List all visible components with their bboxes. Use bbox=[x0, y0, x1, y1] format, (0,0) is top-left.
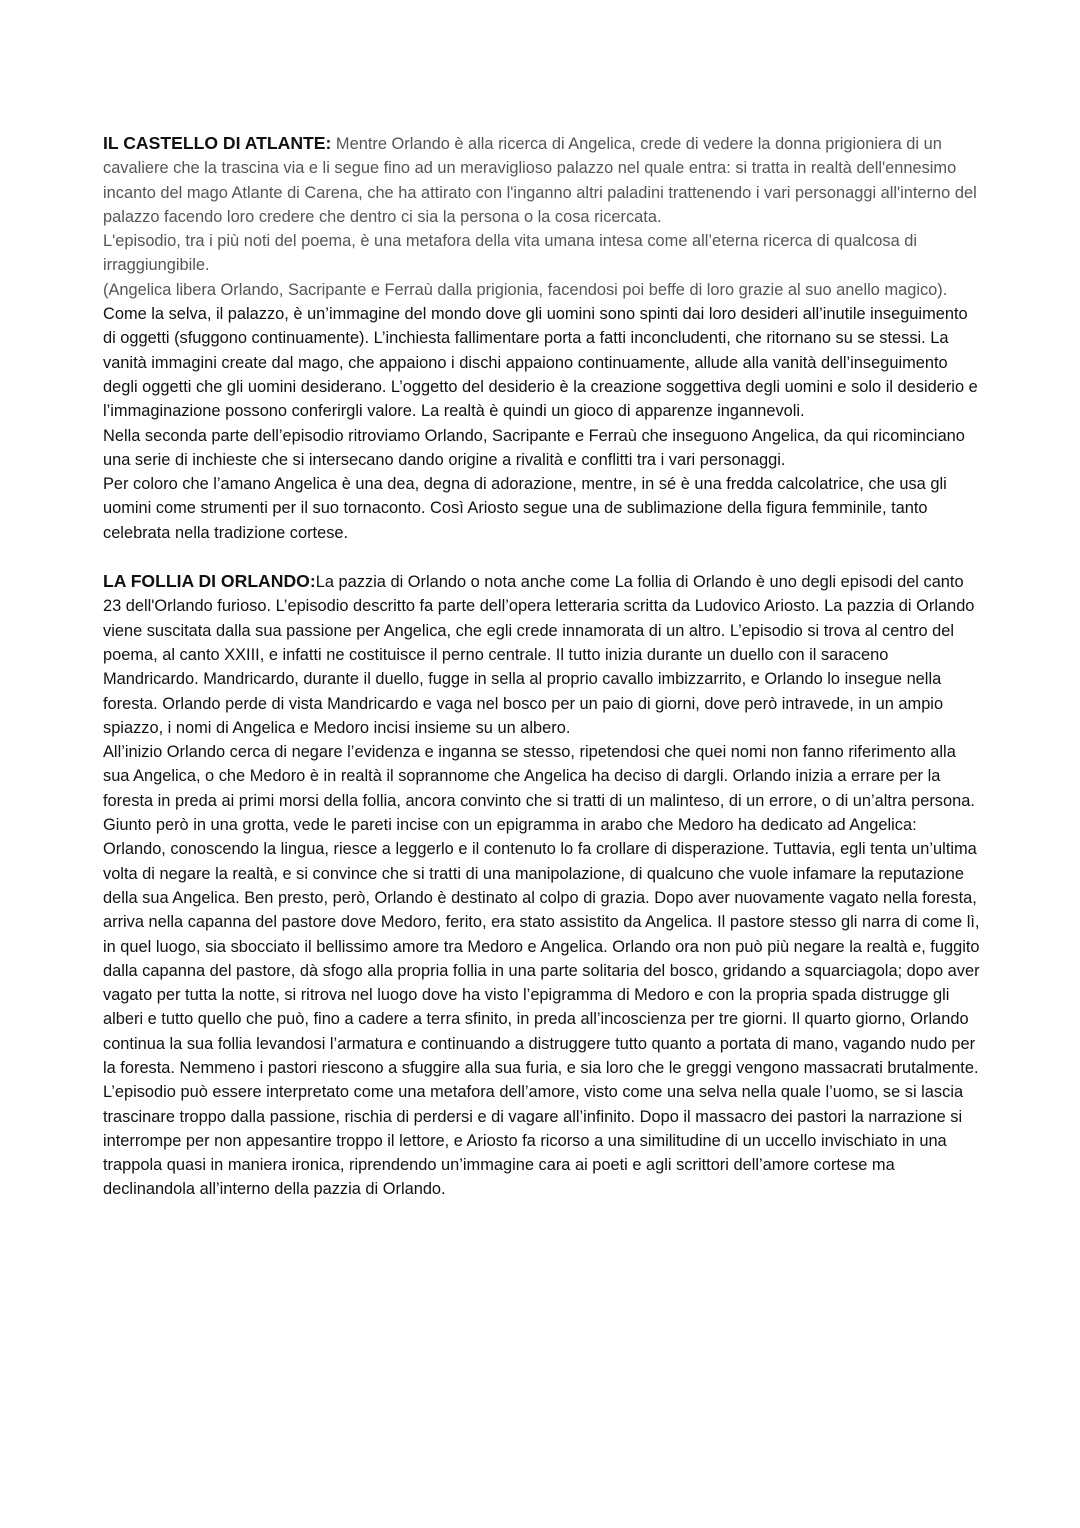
heading-follia-di-orlando: LA FOLLIA DI ORLANDO: bbox=[103, 571, 316, 592]
section-castello-di-atlante bbox=[103, 131, 983, 545]
document-page bbox=[103, 131, 983, 1202]
paragraph-castello-selva: Come la selva, il palazzo, è un’immagine del mondo dove gli uomini sono spinti dai loro desideri all’inutile inseguimento di oggetti (sfuggono continuamente). L’inchiesta fallimentare porta a fatti inconcludenti, che ritornano su se stessi. La vanità immagini create dal mago, che appaiono i dischi appaiono continuamente, allude alla vanità dell’inseguimento degli oggetti che gli uomini desiderano. L’oggetto del desiderio è la creazione soggettiva degli uomini e solo il desiderio e l’immaginazione possono conferirgli valore. La realtà è quindi un gioco di apparenze ingannevoli. bbox=[103, 305, 978, 421]
text-castello-intro: Mentre Orlando è alla ricerca di Angelica, crede di vedere la donna prigioniera di un cavaliere che la trascina via e li segue fino ad un meraviglioso palazzo nel quale entra: si tratta in realtà dell'ennesimo incanto del mago Atlante di Carena, che ha attirato con l'inganno altri paladini trattenendo i vari personaggi all'interno del palazzo facendo loro credere che dentro ci sia la persona o la cosa ricercata. bbox=[103, 135, 977, 226]
paragraph-follia-intro bbox=[103, 569, 983, 740]
paragraph-castello-intro bbox=[103, 131, 983, 229]
paragraph-follia-evidenza: All’inizio Orlando cerca di negare l’evidenza e inganna se stesso, ripetendosi che quei nomi non fanno riferimento alla sua Angelica, o che Medoro è in realtà il soprannome che Angelica ha deciso di dargli. Orlando inizia a errare per la foresta in preda ai primi morsi della follia, ancora convinto che si tratti di un malinteso, di un errore, o di un’altra persona. Giunto però in una grotta, vede le pareti incise con un epigramma in arabo che Medoro ha dedicato ad Angelica: Orlando, conoscendo la lingua, riesce a leggerlo e il contenuto lo fa crollare di disperazione. Tuttavia, egli tenta un’ultima volta di negare la realtà, e si convince che si tratti di una manipolazione, di qualcuno che vuole infamare la reputazione della sua Angelica. Ben presto, però, Orlando è destinato al colpo di grazia. Dopo aver nuovamente vagato nella foresta, arriva nella capanna del pastore dove Medoro, ferito, era stato assistito da Angelica. Il pastore stesso gli narra di come lì, in quel luogo, sia sbocciato il bellissimo amore tra Medoro e Angelica. Orlando ora non può più negare la realtà e, fuggito dalla capanna del pastore, dà sfogo alla propria follia in una parte solitaria del bosco, gridando a squarciagola; dopo aver vagato per tutta la notte, si ritrova nel luogo dove ha visto l’epigramma di Medoro e con la propria spada distrugge gli alberi e tutto quello che può, fino a cadere a terra sfinito, in preda all’incoscienza per tre giorni. Il quarto giorno, Orlando continua la sua follia levandosi l’armatura e continuando a distruggere tutto quanto a portata di mano, vagando nudo per la foresta. Nemmeno i pastori riescono a sfuggire alla sua furia, e sia loro che le greggi vengono massacrati brutalmente. bbox=[103, 743, 980, 1077]
paragraph-castello-seconda-parte: Nella seconda parte dell’episodio ritroviamo Orlando, Sacripante e Ferraù che inseguono Angelica, da qui ricominciano una serie di inchieste che si intersecano dando origine a rivalità e conflitti tra i vari personaggi. bbox=[103, 426, 965, 469]
heading-castello-di-atlante: IL CASTELLO DI ATLANTE: bbox=[103, 133, 332, 153]
paragraph-castello-angelica: (Angelica libera Orlando, Sacripante e Ferraù dalla prigionia, facendosi poi beffe di loro grazie al suo anello magico). bbox=[103, 280, 948, 299]
paragraph-follia-metafora: L’episodio può essere interpretato come una metafora dell’amore, visto come una selva nella quale l’uomo, se si lascia trascinare troppo dalla passione, rischia di perdersi e di vagare all’infinito. Dopo il massacro dei pastori la narrazione si interrompe per non appesantire troppo il lettore, e Ariosto fa ricorso a una similitudine di un uccello invischiato in una trappola quasi in maniera ironica, riprendendo un’immagine cara ai poeti e agli scrittori dell’amore cortese ma declinandola all’interno della pazzia di Orlando. bbox=[103, 1083, 964, 1199]
paragraph-castello-metafora: L'episodio, tra i più noti del poema, è una metafora della vita umana intesa come all’eterna ricerca di qualcosa di irraggiungibile. bbox=[103, 232, 918, 275]
paragraph-castello-dea: Per coloro che l’amano Angelica è una dea, degna di adorazione, mentre, in sé è una fredda calcolatrice, che usa gli uomini come strumenti per il suo tornaconto. Così Ariosto segue una de sublimazione della figura femminile, tanto celebrata nella tradizione cortese. bbox=[103, 475, 947, 542]
text-follia-intro: La pazzia di Orlando o nota anche come La follia di Orlando è uno degli episodi del canto 23 dell'Orlando furioso. L’episodio descritto fa parte dell’opera letteraria scritta da Ludovico Ariosto. La pazzia di Orlando viene suscitata dalla sua passione per Angelica, che egli crede innamorata di un altro. L’episodio si trova al centro del poema, al canto XXIII, e infatti ne costituisce il perno centrale. Il tutto inizia durante un duello con il saraceno Mandricardo. Mandricardo, durante il duello, fugge in sella al proprio cavallo imbizzarrito, e Orlando lo insegue nella foresta. Orlando perde di vista Mandricardo e vaga nel bosco per un paio di giorni, dove però intravede, in un ampio spiazzo, i nomi di Angelica e Medoro incisi insieme su un albero. bbox=[103, 573, 975, 737]
section-follia-di-orlando bbox=[103, 569, 983, 1202]
